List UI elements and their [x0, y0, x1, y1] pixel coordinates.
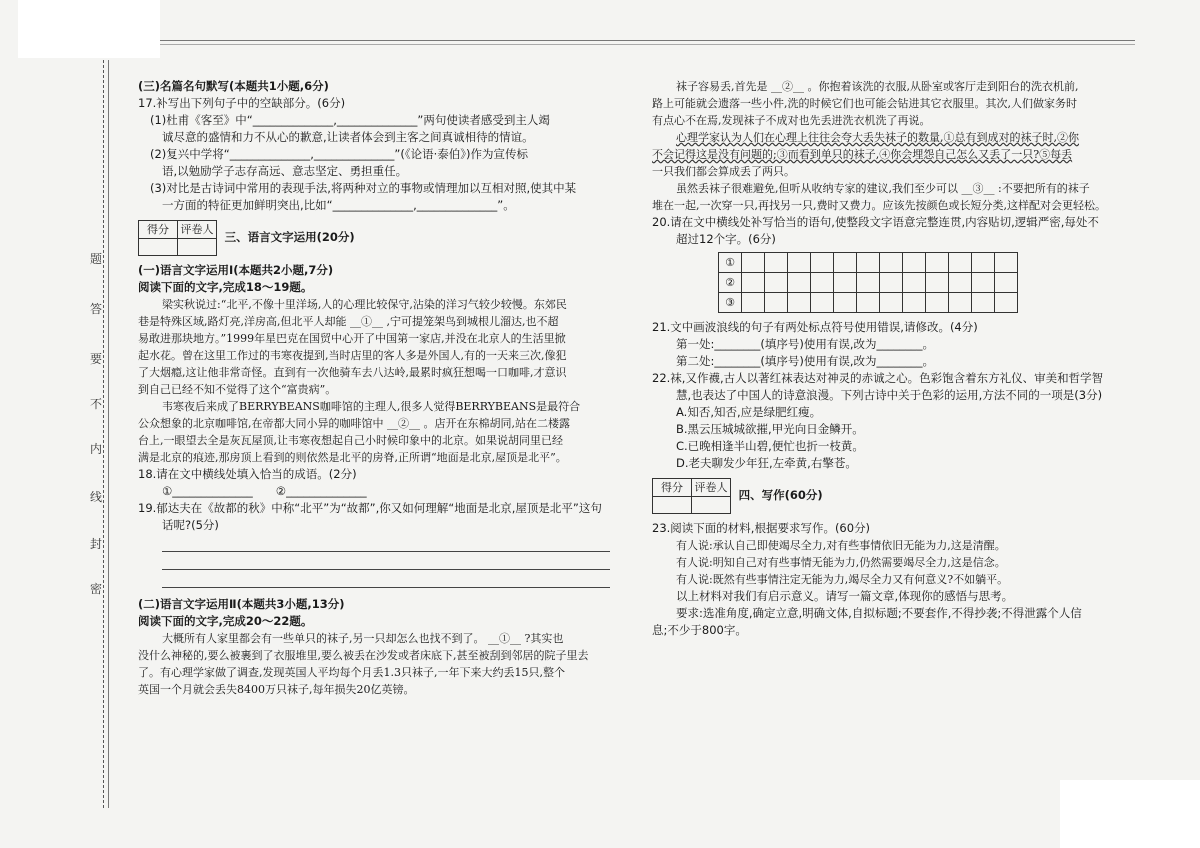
- sub1-header: (一)语言文字运用Ⅰ(本题共2小题,7分): [138, 263, 334, 277]
- grid-cell[interactable]: [926, 273, 949, 293]
- part-3-heading: [138, 216, 618, 258]
- binding-dashed-line: [103, 60, 104, 808]
- grid-cell[interactable]: [857, 253, 880, 273]
- q21-first[interactable]: 第一处:________(填序号)使用有误,改为________。: [676, 337, 935, 351]
- grader-cell[interactable]: [178, 239, 217, 256]
- q20-stem-line2: 超过12个字。(6分): [676, 232, 776, 246]
- material-2: 有人说:明知自己对有些事情无能为力,仍然需要竭尽全力,这是信念。: [676, 556, 1006, 569]
- grid-cell[interactable]: [880, 293, 903, 313]
- material-4: 以上材料对我们有启示意义。请写一篇文章,体现你的感悟与思考。: [676, 589, 1014, 603]
- score-cell[interactable]: [139, 239, 178, 256]
- grid-cell[interactable]: [949, 273, 972, 293]
- read-instruction-1: 阅读下面的文字,完成18～19题。: [138, 280, 313, 294]
- grid-cell[interactable]: [880, 253, 903, 273]
- q18-stem: 18.请在文中横线处填入恰当的成语。(2分): [138, 467, 357, 481]
- q17-2-line1: (2)复兴中学将“______________,______________”(《论语·泰伯》)作为宣传标: [150, 147, 528, 161]
- score-label: 得分: [139, 221, 178, 239]
- binding-char-1: 题: [89, 252, 102, 266]
- q22-option-d[interactable]: D.老夫聊发少年狂,左牵黄,右擎苍。: [676, 456, 857, 470]
- q22-stem-line2: 慧,也表达了中国人的诗意浪漫。下列古诗中关于色彩的运用,方法不同的一项是(3分): [676, 388, 1103, 402]
- passage-2-line: 公众想象的北京咖啡馆,在帝都大同小异的咖啡馆中 __②__ 。店开在东棉胡同,站在二楼露: [138, 417, 570, 430]
- grid-row: [719, 273, 1018, 293]
- top-rule-secondary: [160, 44, 1135, 45]
- passage-3-line: 没什么神秘的,要么被裹到了衣服堆里,要么被丢在沙发或者床底下,甚至被刮到邻居的院子里去: [138, 649, 589, 662]
- section-3-header: (三)名篇名句默写(本题共1小题,6分): [138, 79, 329, 93]
- q21-stem: 21.文中画波浪线的句子有两处标点符号使用错误,请修改。(4分): [652, 320, 978, 334]
- q17-2-line2: 语,以勉励学子志存高远、意志坚定、勇担重任。: [162, 164, 408, 178]
- passage-2-line: 台上,一眼望去全是灰瓦屋顶,让韦寒夜想起自己小时候印象中的北京。如果说胡同里已经: [138, 434, 563, 447]
- grid-cell[interactable]: [880, 273, 903, 293]
- part-4-heading: [652, 474, 1130, 516]
- grid-cell[interactable]: [926, 293, 949, 313]
- grid-cell[interactable]: [811, 293, 834, 313]
- passage-1-line: 起水花。曾在这里工作过的韦寒夜提到,当时店里的客人多是外国人,有的一天来三次,像犯: [138, 349, 567, 362]
- q21-second[interactable]: 第二处:________(填序号)使用有误,改为________。: [676, 354, 935, 368]
- grid-row: [719, 293, 1018, 313]
- grid-cell[interactable]: [995, 273, 1018, 293]
- passage-1-line: 巷是特殊区域,路灯亮,洋房高,但北平人却能 __①__ ,宁可提笼架鸟到城根儿溜达,也不超: [138, 315, 559, 328]
- grid-cell[interactable]: [972, 253, 995, 273]
- q20-stem-line1: 20.请在文中横线处补写恰当的语句,使整段文字语意完整连贯,内容贴切,逻辑严密,每处不: [652, 215, 1099, 229]
- q19-stem-line1: 19.郁达夫在《故都的秋》中称“北平”为“故都”,你又如何理解“地面是北京,屋顶是北平”这句: [138, 501, 602, 515]
- grid-cell[interactable]: [834, 273, 857, 293]
- score-label: 得分: [653, 479, 692, 497]
- grader-label: 评卷人: [178, 221, 217, 239]
- binding-char-5: 内: [89, 442, 102, 456]
- scan-corner-bottom-right: [1060, 780, 1200, 848]
- passage-1-line: 到自己已经不知不觉得了这个“富贵病”。: [138, 383, 337, 396]
- material-3: 有人说:既然有些事情注定无能为力,竭尽全力又有何意义?不如躺平。: [676, 573, 1009, 586]
- passage-3-line: 了。有心理学家做了调查,发现英国人平均每个月丢1.3只袜子,一年下来大约丢15只,整个: [138, 666, 565, 679]
- q23-stem: 23.阅读下面的材料,根据要求写作。(60分): [652, 521, 871, 535]
- left-column: [138, 78, 618, 698]
- grid-cell[interactable]: [811, 273, 834, 293]
- q17-3-line1: (3)对比是古诗词中常用的表现手法,将两种对立的事物或情理加以互相对照,使其中某: [150, 181, 577, 195]
- sub2-header: (二)语言文字运用Ⅱ(本题共3小题,13分): [138, 597, 345, 611]
- passage-1-line: 了大烟瘾,这让他非常奇怪。直到有一次他骑车去八达岭,最累时疯狂想喝一口咖啡,才意识: [138, 366, 567, 379]
- q17-3-line2: 一方面的特征更加鲜明突出,比如“______________,______________”。: [162, 198, 515, 212]
- passage-1-line: 梁实秋说过:“北平,不像十里洋场,人的心理比较保守,沾染的洋习气较少较慢。东郊民: [162, 298, 567, 311]
- grid-cell[interactable]: [742, 253, 765, 273]
- q19-answer-line-3[interactable]: [162, 572, 610, 588]
- passage-1-line: 易敢进那块地方。”1999年星巴克在国贸中心开了中国第一家店,并没在北京人的生活里掀: [138, 332, 566, 345]
- grid-cell[interactable]: [765, 273, 788, 293]
- binding-char-6: 线: [89, 490, 102, 504]
- q19-answer-line-1[interactable]: [162, 536, 610, 552]
- grid-cell[interactable]: [765, 253, 788, 273]
- grid-row-label: ①: [719, 253, 742, 273]
- q22-option-c[interactable]: C.已晚相逢半山碧,便忙也折一枝黄。: [676, 439, 864, 453]
- q22-option-b[interactable]: B.黑云压城城欲摧,甲光向日金鳞开。: [676, 422, 864, 436]
- binding-char-2: 答: [89, 302, 102, 316]
- grid-cell[interactable]: [995, 293, 1018, 313]
- passage-6-line: 虽然丢袜子很难避免,但听从收纳专家的建议,我们至少可以 __③__ :不要把所有的袜子: [676, 182, 1090, 195]
- q19-answer-line-2[interactable]: [162, 554, 610, 570]
- requirements-line2: 息;不少于800字。: [652, 623, 747, 637]
- passage-5-line: 一只我们都会算成丢了两只。: [652, 165, 795, 178]
- binding-char-3: 要: [89, 352, 102, 366]
- grid-cell[interactable]: [742, 293, 765, 313]
- grid-cell[interactable]: [765, 293, 788, 313]
- passage-4-line: 袜子容易丢,首先是 __②__ 。你抱着该洗的衣服,从卧室或客厅走到阳台的洗衣机前,: [676, 80, 1079, 93]
- score-box: [652, 478, 731, 514]
- wavy-sentence-line2: 不会记得这是没有问题的;③而看到单只的袜子,④你会埋怨自己怎么又丢了一只?⑤每丢: [652, 148, 1073, 161]
- grader-label: 评卷人: [692, 479, 731, 497]
- passage-2-line: 韦寒夜后来成了BERRYBEANS咖啡馆的主理人,很多人觉得BERRYBEANS是最符合: [162, 400, 581, 413]
- grid-cell[interactable]: [995, 253, 1018, 273]
- q19-stem-line2: 话呢?(5分): [162, 518, 219, 532]
- grid-cell[interactable]: [903, 293, 926, 313]
- q17-stem: 17.补写出下列句子中的空缺部分。(6分): [138, 96, 346, 110]
- binding-solid-line: [108, 60, 109, 808]
- top-rule: [160, 40, 1135, 41]
- grid-cell[interactable]: [949, 293, 972, 313]
- grid-cell[interactable]: [788, 293, 811, 313]
- grid-cell[interactable]: [834, 253, 857, 273]
- grid-cell[interactable]: [903, 273, 926, 293]
- grid-row-label: ②: [719, 273, 742, 293]
- passage-2-line: 满是北京的痕迹,那房顶上看到的则依然是北平的房脊,正所谓“地面是北京,屋顶是北平”。: [138, 451, 567, 464]
- wavy-sentence-line1: 心理学家认为人们在心理上往往会夸大丢失袜子的数量,①总有到成对的袜子时,②你: [676, 131, 1079, 144]
- grid-cell[interactable]: [834, 293, 857, 313]
- grid-cell[interactable]: [788, 273, 811, 293]
- part-4-title: 四、写作(60分): [738, 487, 823, 502]
- binding-char-8: 密: [89, 582, 102, 596]
- grid-cell[interactable]: [811, 253, 834, 273]
- grid-cell[interactable]: [972, 273, 995, 293]
- grid-row-label: ③: [719, 293, 742, 313]
- grid-cell[interactable]: [788, 253, 811, 273]
- material-1: 有人说:承认自己即使竭尽全力,对有些事情依旧无能为力,这是清醒。: [676, 539, 1006, 552]
- passage-4-line: 路上可能就会遗落一些小件,洗的时候它们也可能会钻进其它衣服里。其次,人们做家务时: [652, 97, 1077, 110]
- grid-cell[interactable]: [857, 273, 880, 293]
- grid-cell[interactable]: [742, 273, 765, 293]
- grid-cell[interactable]: [949, 253, 972, 273]
- binding-char-4: 不: [89, 397, 102, 411]
- grid-cell[interactable]: [903, 253, 926, 273]
- score-cell[interactable]: [653, 497, 692, 514]
- requirements-line1: 要求:选准角度,确定立意,明确文体,自拟标题;不要套作,不得抄袭;不得泄露个人信: [676, 606, 1082, 620]
- passage-4-line: 有点心不在焉,发现袜子不成对也先丢进洗衣机洗了再说。: [652, 114, 931, 127]
- grid-cell[interactable]: [972, 293, 995, 313]
- grader-cell[interactable]: [692, 497, 731, 514]
- q17-1-line1: (1)杜甫《客至》中“______________,______________”两句使读者感受到主人竭: [150, 113, 550, 127]
- q22-stem-line1: 22.袜,又作襪,古人以著红袜表达对神灵的赤诚之心。色彩饱含着东方礼仪、审美和哲学智: [652, 371, 1104, 385]
- q17-1-line2: 诚尽意的盛情和力不从心的歉意,让读者体会到主客之间真诚相待的情谊。: [162, 130, 534, 144]
- grid-row: [719, 253, 1018, 273]
- score-box: [138, 220, 217, 256]
- right-column: [652, 78, 1130, 639]
- grid-cell[interactable]: [926, 253, 949, 273]
- q20-answer-grid: [718, 252, 1018, 313]
- q22-option-a[interactable]: A.知否,知否,应是绿肥红瘦。: [676, 405, 822, 419]
- binding-char-7: 封: [89, 537, 102, 551]
- passage-3-line: 英国一个月就会丢失8400万只袜子,每年损失20亿英镑。: [138, 683, 415, 696]
- grid-cell[interactable]: [857, 293, 880, 313]
- scan-corner-top-left: [18, 0, 160, 58]
- q18-blanks[interactable]: ①______________ ②______________: [162, 484, 367, 498]
- part-3-title: 三、语言文字运用(20分): [224, 229, 355, 244]
- passage-3-line: 大概所有人家里都会有一些单只的袜子,另一只却怎么也找不到了。 __①__ ?其实也: [162, 632, 564, 645]
- read-instruction-2: 阅读下面的文字,完成20～22题。: [138, 614, 313, 628]
- passage-6-line: 堆在一起,一次穿一只,再找另一只,费时又费力。应该先按颜色或长短分类,这样配对会更轻松。: [652, 199, 1106, 212]
